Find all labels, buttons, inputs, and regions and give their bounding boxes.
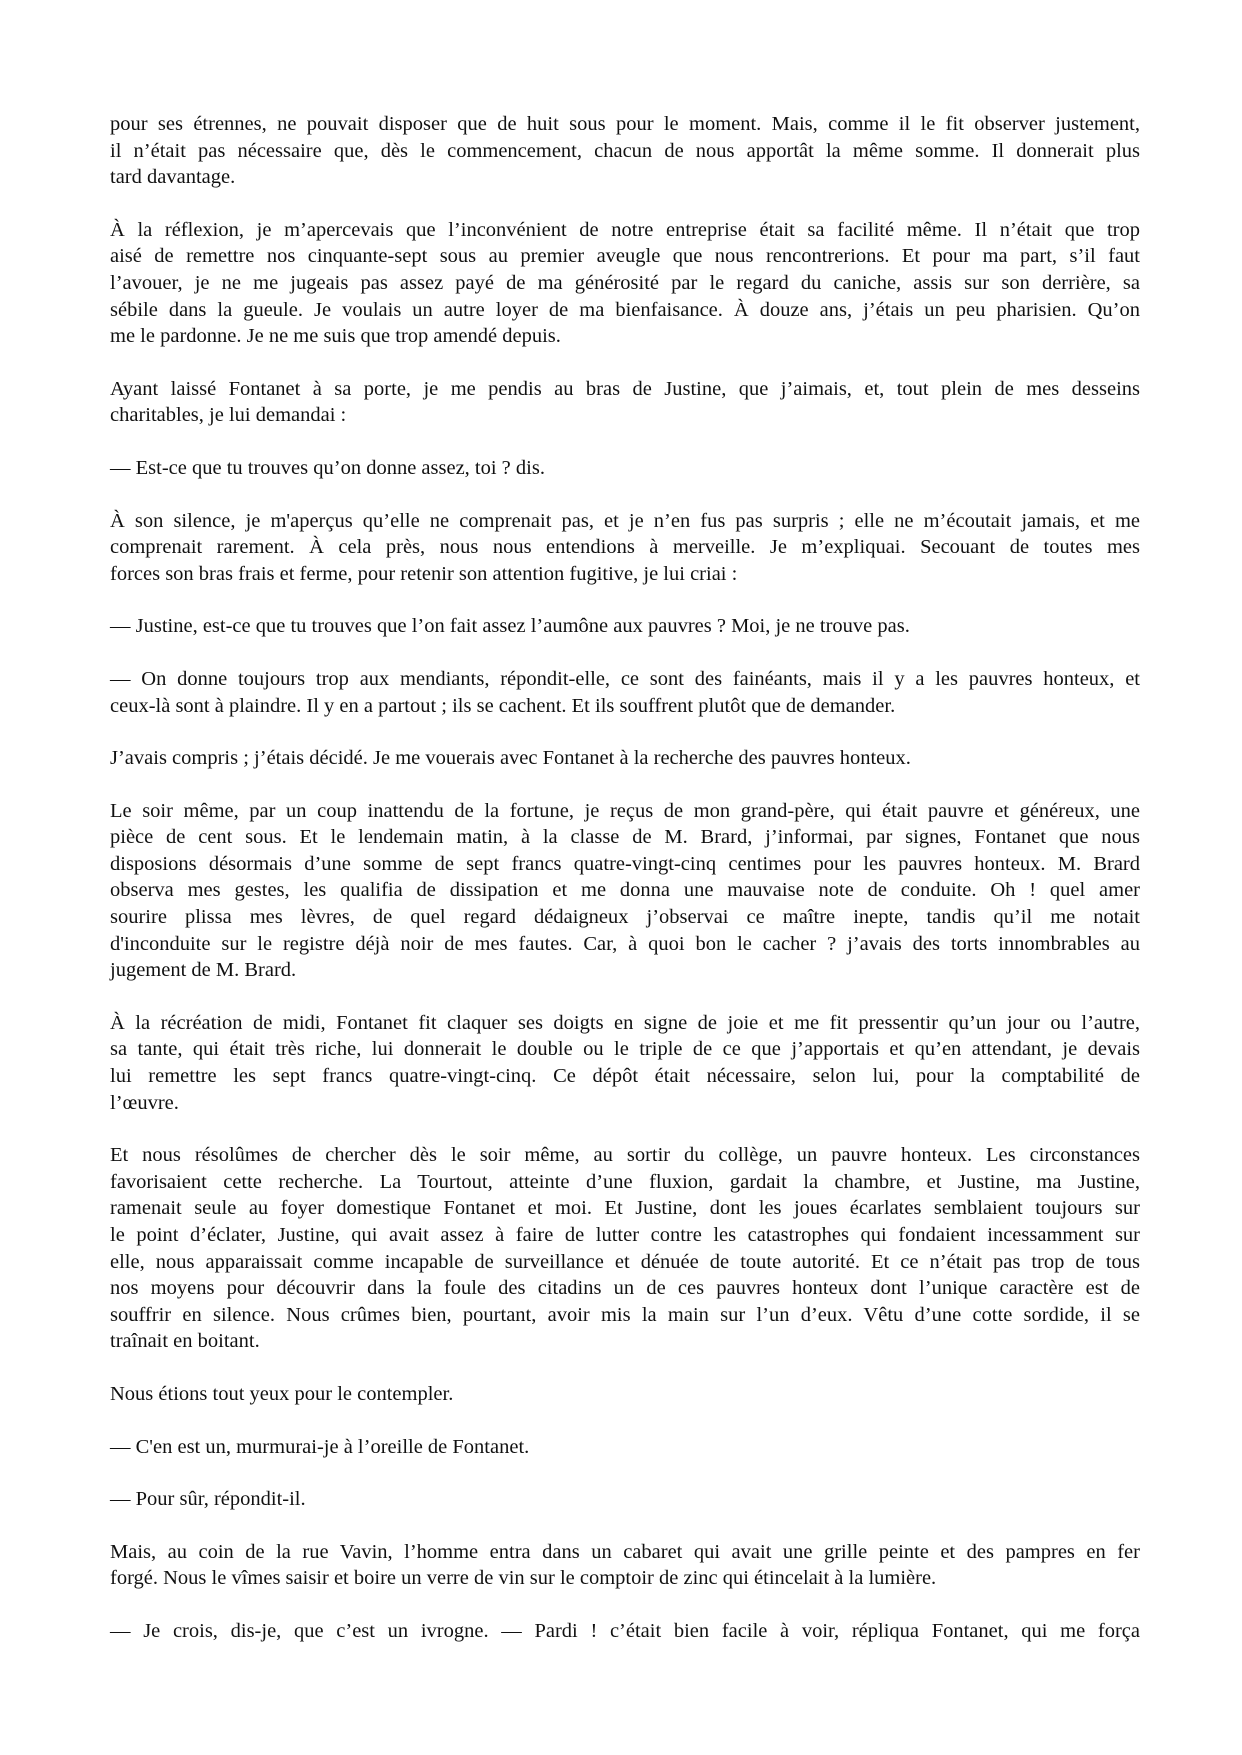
text-line: forgé. Nous le vîmes saisir et boire un verre de vin sur le comptoir de zinc qui étincelait à la lumière. (110, 1567, 937, 1590)
paragraph (110, 1486, 1140, 1513)
text-line: Mais, au coin de la rue Vavin, l’homme entra dans un cabaret qui avait une grille peinte et des pampres en fer (110, 1540, 1140, 1563)
paragraph (110, 798, 1140, 984)
text-line: — Justine, est-ce que tu trouves que l’on fait assez l’aumône aux pauvres ? Moi, je ne trouve pas. (110, 615, 910, 638)
text-line: comprenait rarement. À cela près, nous nous entendions à merveille. Je m’expliquai. Secouant de toutes mes (110, 536, 1140, 559)
text-line: Ayant laissé Fontanet à sa porte, je me pendis au bras de Justine, que j’aimais, et, tout plein de mes desseins (110, 377, 1140, 400)
text-line: le point d’éclater, Justine, qui avait assez à faire de lutter contre les catastrophes qui fondaient incessamment sur (110, 1224, 1140, 1246)
paragraph (110, 745, 1140, 772)
text-line: — On donne toujours trop aux mendiants, répondit-elle, ce sont des fainéants, mais il y a les pauvres honteux, et (110, 667, 1140, 690)
text-line: jugement de M. Brard. (110, 959, 297, 982)
text-line: me le pardonne. Je ne me suis que trop amendé depuis. (110, 325, 561, 348)
text-line: À la récréation de midi, Fontanet fit claquer ses doigts en signe de joie et me fit pressentir qu’un jour ou l’autre, (110, 1011, 1140, 1034)
text-line: pour ses étrennes, ne pouvait disposer que de huit sous pour le moment. Mais, comme il le fit observer justement, (110, 113, 1140, 135)
paragraph (110, 1539, 1140, 1592)
paragraph (110, 1434, 1140, 1461)
text-line: À son silence, je m'aperçus qu’elle ne comprenait pas, et je n’en fus pas surpris ; elle ne m’écoutait jamais, et me (110, 509, 1140, 532)
paragraph (110, 1618, 1140, 1645)
text-line: observa mes gestes, les qualifia de dissipation et me donna une mauvaise note de conduite. Oh ! quel amer (110, 879, 1140, 902)
text-line: traînait en boitant. (110, 1330, 260, 1353)
document-page (110, 111, 1140, 1671)
text-line: Nous étions tout yeux pour le contempler. (110, 1382, 454, 1405)
text-line: tard davantage. (110, 166, 236, 189)
text-line: il n’était pas nécessaire que, dès le commencement, chacun de nous apportât la même somme. Il donnerait plus (110, 139, 1140, 162)
paragraph (110, 666, 1140, 719)
text-line: pièce de cent sous. Et le lendemain matin, à la classe de M. Brard, j’informai, par signes, Fontanet que nous (110, 826, 1140, 849)
text-line: lui remettre les sept francs quatre-vingt-cinq. Ce dépôt était nécessaire, selon lui, pour la comptabilité de (110, 1065, 1140, 1088)
text-line: — C'en est un, murmurai-je à l’oreille de Fontanet. (110, 1435, 530, 1458)
text-line: souffrir en silence. Nous crûmes bien, pourtant, avoir mis la main sur l’un d’eux. Vêtu d’une cotte sordide, il se (110, 1303, 1140, 1326)
text-line: J’avais compris ; j’étais décidé. Je me vouerais avec Fontanet à la recherche des pauvres honteux. (110, 747, 911, 770)
text-line: d'inconduite sur le registre déjà noir de mes fautes. Car, à quoi bon le cacher ? j’avais des torts innombrables au (110, 932, 1140, 955)
text-line: ramenait seule au foyer domestique Fontanet et moi. Et Justine, dont les joues écarlates semblaient toujours sur (110, 1197, 1140, 1220)
text-line: disposions désormais d’une somme de sept francs quatre-vingt-cinq centimes pour les pauvres honteux. M. Brard (110, 852, 1140, 875)
paragraph (110, 1381, 1140, 1408)
text-line: sourire plissa mes lèvres, de quel regard dédaigneux j’observai ce maître inepte, tandis qu’il me notait (110, 906, 1140, 929)
text-line: forces son bras frais et ferme, pour retenir son attention fugitive, je lui criai : (110, 562, 738, 585)
text-line: À la réflexion, je m’apercevais que l’inconvénient de notre entreprise était sa facilité même. Il n’était que trop (110, 218, 1140, 241)
text-line: favorisaient cette recherche. La Tourtout, atteinte d’une fluxion, gardait la chambre, et Justine, ma Justine, (110, 1170, 1140, 1193)
text-line: Et nous résolûmes de chercher dès le soir même, au sortir du collège, un pauvre honteux. Les circonstances (110, 1144, 1140, 1167)
text-line: charitables, je lui demandai : (110, 404, 347, 427)
text-line: sébile dans la gueule. Je voulais un autre loyer de ma bienfaisance. À douze ans, j’étais un peu pharisien. Qu’on (110, 298, 1140, 321)
text-line: ceux-là sont à plaindre. Il y en a partout ; ils se cachent. Et ils souffrent plutôt que de demander. (110, 694, 896, 717)
text-line: l’avouer, je ne me jugeais pas assez payé de ma générosité par le regard du caniche, assis sur son derrière, sa (110, 271, 1140, 294)
text-line: aisé de remettre nos cinquante-sept sous au premier aveugle que nous rencontrerions. Et pour ma part, s’il faut (110, 245, 1140, 268)
text-line: — Pour sûr, répondit-il. (110, 1488, 306, 1511)
paragraph (110, 613, 1140, 640)
text-line: sa tante, qui était très riche, lui donnerait le double ou le triple de ce que j’apportais et qu’en attendant, je devais (110, 1038, 1140, 1061)
text-line: elle, nous apparaissait comme incapable de surveillance et dénuée de toute autorité. Et ce n’était pas trop de tous (110, 1250, 1140, 1273)
paragraph (110, 217, 1140, 350)
text-line: Le soir même, par un coup inattendu de la fortune, je reçus de mon grand-père, qui était pauvre et généreux, une (110, 799, 1140, 822)
paragraph (110, 508, 1140, 588)
paragraph (110, 376, 1140, 429)
text-line: l’œuvre. (110, 1091, 179, 1114)
paragraph (110, 111, 1140, 191)
text-line: — Est-ce que tu trouves qu’on donne assez, toi ? dis. (110, 456, 545, 479)
text-line: nos moyens pour découvrir dans la foule des citadins un de ces pauvres honteux dont l’unique caractère est de (110, 1277, 1140, 1300)
paragraph (110, 1142, 1140, 1355)
paragraph (110, 1010, 1140, 1116)
text-line: — Je crois, dis-je, que c’est un ivrogne. — Pardi ! c’était bien facile à voir, répliqua Fontanet, qui me força (110, 1619, 1140, 1642)
paragraph (110, 455, 1140, 482)
